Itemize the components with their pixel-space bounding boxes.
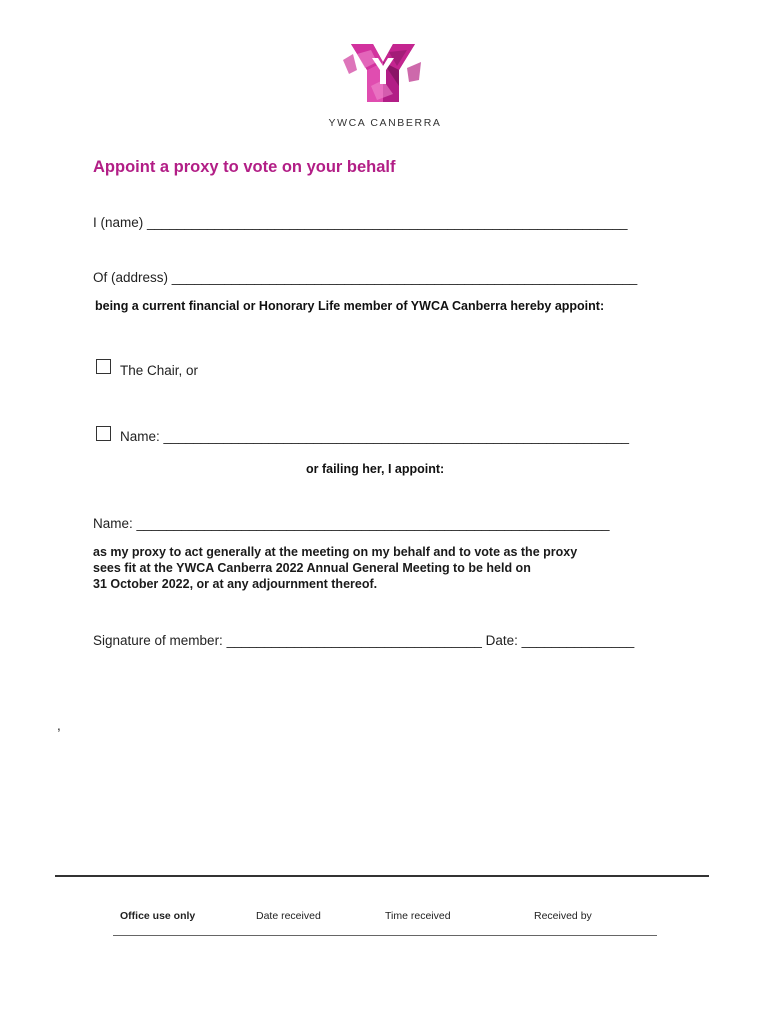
address-field[interactable]: Of (address) ______________________________________________________________ xyxy=(93,270,638,285)
received-by-label: Received by xyxy=(534,910,592,922)
office-use-title: Office use only xyxy=(120,910,196,922)
proxy-name-field[interactable]: Name: ______________________________________________________________ xyxy=(120,429,630,444)
page-title: Appoint a proxy to vote on your behalf xyxy=(93,158,396,176)
time-received-label: Time received xyxy=(385,910,451,922)
proxy-line: sees fit at the YWCA Canberra 2022 Annual General Meeting to be held on xyxy=(93,561,531,575)
chair-checkbox[interactable] xyxy=(96,359,111,374)
brand-name: YWCA CANBERRA xyxy=(328,117,442,129)
stray-mark: , xyxy=(57,718,61,733)
alternate-name-field[interactable]: Name: _______________________________________________________________ xyxy=(93,516,610,531)
failing-text: or failing her, I appoint: xyxy=(306,462,445,476)
name-checkbox[interactable] xyxy=(96,426,111,441)
membership-statement: being a current financial or Honorary Life member of YWCA Canberra hereby appoint: xyxy=(95,299,605,313)
option-chair-label: The Chair, or xyxy=(120,363,199,378)
office-signature-line xyxy=(113,935,657,936)
proxy-line: 31 October 2022, or at any adjournment thereof. xyxy=(93,577,378,591)
signature-date-field[interactable]: Signature of member: __________________________________ Date: _______________ xyxy=(93,633,635,648)
office-divider xyxy=(55,875,709,877)
proxy-statement xyxy=(93,544,673,592)
ywca-logo-icon xyxy=(343,40,423,106)
proxy-line: as my proxy to act generally at the meeting on my behalf and to vote as the proxy xyxy=(93,545,578,559)
name-field[interactable]: I (name) ________________________________________________________________ xyxy=(93,215,628,230)
date-received-label: Date received xyxy=(256,910,321,922)
